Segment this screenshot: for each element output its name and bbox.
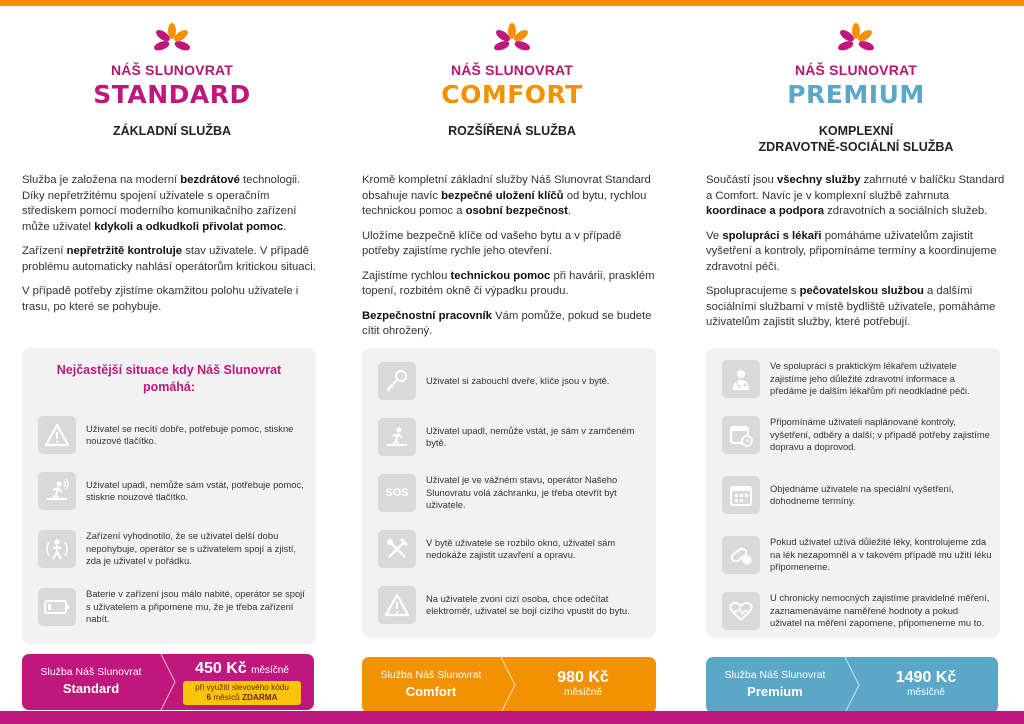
situations-box — [22, 348, 316, 644]
situation-item: Připomínáme uživateli naplánované kontroly, vyšetření, odběry a další; v případě potřeby zajistíme dopravu a doprovod. — [722, 416, 992, 454]
situation-item: U chronicky nemocných zajistíme pravidelné měření, zaznamenáváme naměřené hodnoty a pokud uživatel na měření zapomene, připomeneme mu to. — [722, 592, 992, 630]
brand-name: NÁŠ SLUNOVRAT — [110, 62, 234, 78]
calendar-clock-icon — [722, 416, 760, 454]
price-banner — [706, 657, 998, 713]
price-plan-name: Standard — [62, 681, 120, 696]
price-label: Služba Náš Slunovrat — [40, 666, 142, 678]
situation-item: Na uživatele zvoní cizí osoba, chce odečítat elektroměr, uživatel se bojí cizího vpustit do bytu. — [378, 586, 648, 624]
service-subtitle: KOMPLEXNÍ ZDRAVOTNĚ-SOCIÁLNÍ SLUŽBA — [758, 124, 954, 154]
description-paragraph: Součástí jsou všechny služby zahrnuté v balíčku Standard a Comfort. Navíc je v komplexní službě zahrnuta koordinace a podpora zdravotních a sociálních služeb. — [706, 174, 1005, 217]
situations-box — [362, 348, 656, 638]
slunovrat-logo-icon — [488, 20, 536, 60]
description-paragraph: Zajistíme rychlou technickou pomoc při havárii, prasklém topení, rozbitém okně či výpadku proudu. — [362, 269, 655, 297]
price-amount: 1490 Kč — [895, 669, 957, 686]
slunovrat-logo-icon — [832, 20, 880, 60]
battery-low-icon — [38, 588, 76, 626]
comfort-header — [362, 20, 662, 109]
keys-icon — [378, 362, 416, 400]
tools-icon — [378, 530, 416, 568]
price-amount: 450 Kč — [195, 660, 247, 677]
pills-icon — [722, 536, 760, 574]
heart-rate-icon — [722, 592, 760, 630]
description-paragraph: Spolupracujeme s pečovatelskou službou a dalšími sociálními službami v místě bydliště uživatele, pomáháme uživatelům zajistit služby, které potřebují. — [706, 285, 996, 328]
comfort-column — [362, 14, 662, 699]
brand-name: NÁŠ SLUNOVRAT — [794, 62, 918, 78]
situation-item: Baterie v zařízení jsou málo nabité, operátor se spojí s uživatelem a připomene mu, že je třeba zařízení nabít. — [38, 588, 308, 626]
calendar-icon — [722, 476, 760, 514]
service-subtitle: ROZŠÍŘENÁ SLUŽBA — [448, 124, 576, 138]
situations-box — [706, 348, 1000, 638]
description-paragraph: Ve spolupráci s lékaři pomáháme uživatelům zajistit vyšetření a kontroly, připomínáme termíny a koordinujeme zdravotní péči. — [706, 229, 997, 273]
standard-header — [22, 20, 322, 109]
situations-title: Nejčastější situace kdy Náš Slunovrat pomáhá: — [56, 363, 282, 394]
price-amount: 980 Kč — [557, 669, 609, 686]
fall-alert-icon — [38, 472, 76, 510]
doctor-icon — [722, 360, 760, 398]
situation-item: Pokud uživatel užívá důležité léky, kontrolujeme zda na lék nezapomněl a v takovém případě mu užití léku připomeneme. — [722, 536, 992, 574]
price-plan-name: Comfort — [405, 684, 457, 699]
description-paragraph: V případě potřeby zjistíme okamžitou polohu uživatele i trasu, po které se pohybuje. — [22, 285, 299, 313]
description-paragraph: Uložíme bezpečně klíče od vašeho bytu a v případě potřeby zajistíme rychle jeho otevření. — [362, 229, 622, 257]
price-label: Služba Náš Slunovrat — [724, 669, 826, 681]
top-accent-bar — [0, 0, 1024, 6]
situation-item: V bytě uživatele se rozbilo okno, uživatel sám nedokáže zajistit uzavření a opravu. — [378, 530, 648, 568]
service-description — [706, 173, 1006, 331]
price-label: Služba Náš Slunovrat — [380, 669, 482, 681]
service-description — [22, 173, 322, 315]
description-paragraph: Služba je založena na moderní bezdrátové technologii. Díky nepřetržitému spojení uživatele s operačním střediskem pomocí moderního komunikačního zařízení může uživatel kdykoli a odkudkoli přivolat pomoc. — [22, 174, 301, 233]
fall-locked-icon — [378, 418, 416, 456]
sos-icon: SOS — [378, 474, 416, 512]
tier-title: COMFORT — [441, 80, 583, 109]
description-paragraph: Zařízení nepřetržitě kontroluje stav uživatele. V případě problému automaticky nahlásí operátorům kritickou situaci. — [22, 245, 316, 273]
situation-item: Objednáme uživatele na speciální vyšetření, dohodneme termíny. — [722, 476, 992, 514]
premium-column — [706, 14, 1006, 699]
price-banner — [362, 657, 656, 713]
bottom-accent-bar — [0, 711, 1024, 724]
service-description — [362, 173, 662, 340]
brand-name: NÁŠ SLUNOVRAT — [450, 62, 574, 78]
situation-item: Uživatel se necítí dobře, potřebuje pomoc, stiskne nouzové tlačítko. — [38, 416, 308, 454]
situation-item: SOS Uživatel je ve vážném stavu, operátor Našeho Slunovratu volá záchranku, je třeba otevřít byt uživatele. — [378, 474, 648, 512]
promo-badge: při využití slevového kódu 6 měsíců ZDARMA — [183, 681, 301, 705]
premium-header — [706, 20, 1006, 109]
price-plan-name: Premium — [747, 684, 803, 699]
standard-column — [22, 14, 322, 702]
tier-title: STANDARD — [93, 80, 251, 109]
situation-item: Ve spolupráci s praktickým lékařem uživatele zajistíme jeho důležité zdravotní informace a předáme je dalším lékařům při neodkladné péči. — [722, 360, 992, 398]
situation-item: Uživatel upadl, nemůže vstát, je sám v zamčeném bytě. — [378, 418, 648, 456]
description-paragraph: Kromě kompletní základní služby Náš Slunovrat Standard obsahuje navíc bezpečné uložení klíčů od bytu, rychlou technickou pomoc a osobní bezpečnost. — [362, 174, 651, 217]
service-subtitle: ZÁKLADNÍ SLUŽBA — [112, 124, 232, 138]
situation-item: Zařízení vyhodnotilo, že se uživatel delší dobu nepohybuje, operátor se s uživatelem spojí a zjistí, zda je uživatel v pořádku. — [38, 530, 308, 568]
warning-icon — [38, 416, 76, 454]
situation-item: Uživatel upadl, nemůže sám vstát, potřebuje pomoc, stiskne nouzové tlačítko. — [38, 472, 308, 510]
price-period: měsíčně — [564, 687, 602, 698]
price-period: měsíčně — [251, 665, 289, 676]
inactivity-sensor-icon — [38, 530, 76, 568]
warning-icon — [378, 586, 416, 624]
slunovrat-logo-icon — [148, 20, 196, 60]
price-period: měsíčně — [907, 687, 945, 698]
situation-item: Uživatel si zabouchl dveře, klíče jsou v bytě. — [378, 362, 648, 400]
price-banner — [22, 654, 314, 710]
tier-title: PREMIUM — [787, 80, 925, 109]
description-paragraph: Bezpečnostní pracovník Vám pomůže, pokud se budete cítit ohrožený. — [362, 309, 652, 337]
